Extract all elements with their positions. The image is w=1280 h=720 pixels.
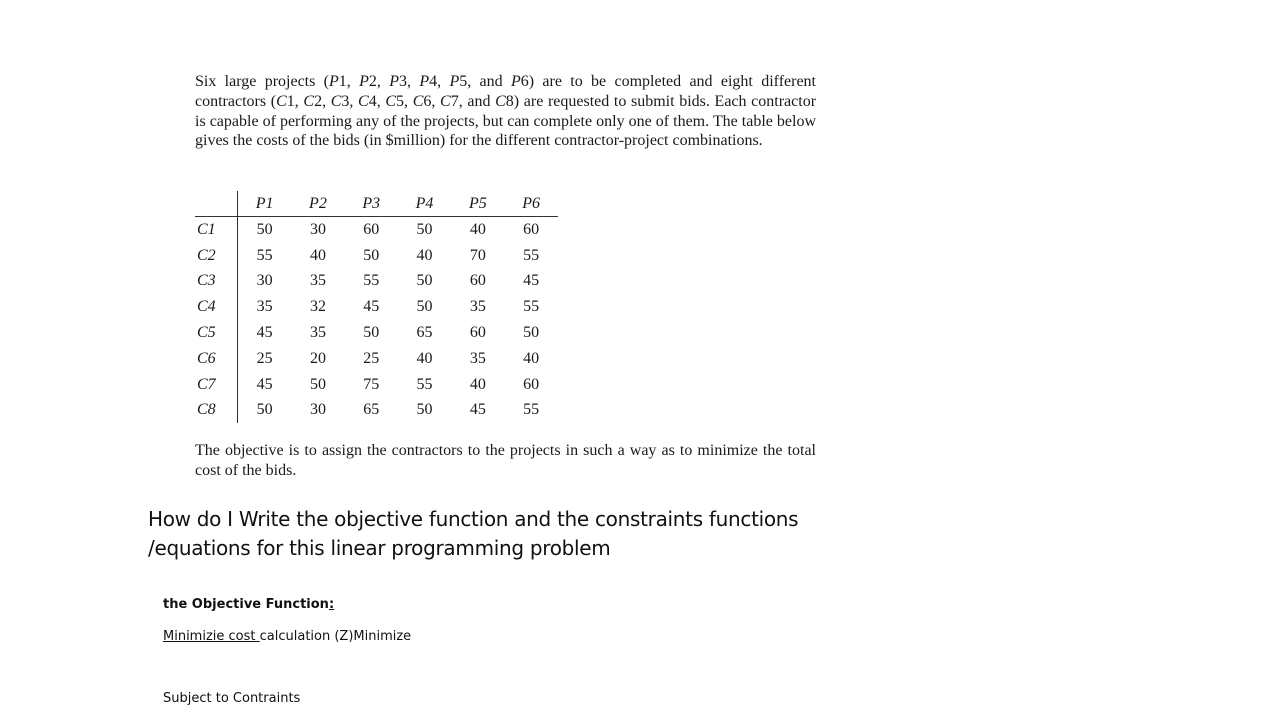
- table-cell: 60: [363, 220, 380, 238]
- row-header: C8: [195, 398, 238, 424]
- objective-label-colon: :: [328, 597, 335, 612]
- table-cell: 40: [416, 349, 433, 367]
- table-row: [195, 320, 558, 346]
- table-cell: 45: [469, 401, 486, 419]
- objective-rest-text: calculation (Z)Minimize: [259, 629, 412, 644]
- table-row: [195, 346, 558, 372]
- table-header-row: [195, 191, 558, 217]
- table-cell: 60: [469, 272, 486, 290]
- table-cell: 50: [363, 324, 380, 342]
- table-row: [195, 398, 558, 424]
- table-cell: 45: [523, 272, 540, 290]
- table-corner-cell: [195, 191, 238, 217]
- bid-cost-table: [195, 191, 558, 423]
- table-cell: 45: [363, 298, 380, 316]
- table-cell: 50: [256, 220, 273, 238]
- table-cell: 55: [416, 375, 433, 393]
- table-cell: 65: [416, 324, 433, 342]
- table-cell: 32: [309, 298, 326, 316]
- table-cell: 30: [256, 272, 273, 290]
- objective-function-label: [163, 597, 334, 612]
- table-cell: 40: [309, 246, 326, 264]
- column-header: P6: [504, 191, 557, 217]
- table-cell: 55: [256, 246, 273, 264]
- table-cell: 35: [309, 324, 326, 342]
- table-cell: 55: [523, 401, 540, 419]
- problem-paragraph-2: The objective is to assign the contractors to the projects in such a way as to minimize the total cost of the bids.: [195, 442, 816, 479]
- table-cell: 75: [363, 375, 380, 393]
- row-header: C6: [195, 346, 238, 372]
- table-cell: 35: [309, 272, 326, 290]
- table-cell: 50: [416, 220, 433, 238]
- table-cell: 35: [256, 298, 273, 316]
- column-header: P2: [291, 191, 344, 217]
- table-cell: 40: [416, 246, 433, 264]
- table-cell: 60: [523, 220, 540, 238]
- row-header: C7: [195, 372, 238, 398]
- table-cell: 55: [363, 272, 380, 290]
- table-cell: 50: [416, 401, 433, 419]
- problem-excerpt: [195, 72, 816, 151]
- row-header: C3: [195, 269, 238, 295]
- row-header: C5: [195, 320, 238, 346]
- row-header: C1: [195, 217, 238, 243]
- table-row: [195, 372, 558, 398]
- column-header: P1: [238, 191, 292, 217]
- table-cell: 55: [523, 246, 540, 264]
- table-cell: 60: [523, 375, 540, 393]
- table-cell: 70: [469, 246, 486, 264]
- table-cell: 60: [469, 324, 486, 342]
- table-cell: 40: [469, 220, 486, 238]
- row-header: C2: [195, 243, 238, 269]
- table-cell: 25: [363, 349, 380, 367]
- table-cell: 50: [363, 246, 380, 264]
- constraints-label: Subject to Contraints: [163, 691, 301, 706]
- objective-label-text: the Objective Function: [163, 597, 329, 612]
- column-header: P4: [398, 191, 451, 217]
- table-cell: 35: [469, 298, 486, 316]
- table-cell: 50: [309, 375, 326, 393]
- table-row: [195, 243, 558, 269]
- problem-paragraph-1: Six large projects (P1, P2, P3, P4, P5, and P6) are to be completed and eight different contractors (C1, C2, C3, C4, C5, C6, C7, and C8) are requested to submit bids. Each contractor is capable of performing any of the projects, but can complete only one of them. The table below gives the costs of the bids (in $million) for the different contractor-project combinations.: [195, 73, 817, 150]
- table-cell: 40: [469, 375, 486, 393]
- table-cell: 45: [256, 324, 273, 342]
- table-cell: 40: [523, 349, 540, 367]
- row-header: C4: [195, 294, 238, 320]
- table-cell: 45: [256, 375, 273, 393]
- table-cell: 50: [416, 272, 433, 290]
- table-cell: 20: [309, 349, 326, 367]
- table-cell: 50: [523, 324, 540, 342]
- objective-function-line: [163, 629, 411, 644]
- table-cell: 55: [523, 298, 540, 316]
- question-line-1: How do I Write the objective function and the constraints functions: [148, 507, 799, 531]
- table-cell: 65: [363, 401, 380, 419]
- table-row: [195, 217, 558, 243]
- table-cell: 30: [309, 220, 326, 238]
- table-cell: 50: [416, 298, 433, 316]
- column-header: P5: [451, 191, 504, 217]
- table-row: [195, 269, 558, 295]
- objective-underlined-text: Minimizie cost: [163, 629, 260, 644]
- table-cell: 30: [309, 401, 326, 419]
- table-row: [195, 294, 558, 320]
- table-cell: 25: [256, 349, 273, 367]
- question-text: [148, 505, 848, 563]
- table-cell: 35: [469, 349, 486, 367]
- question-line-2: /equations for this linear programming problem: [148, 536, 611, 560]
- table-cell: 50: [256, 401, 273, 419]
- column-header: P3: [345, 191, 398, 217]
